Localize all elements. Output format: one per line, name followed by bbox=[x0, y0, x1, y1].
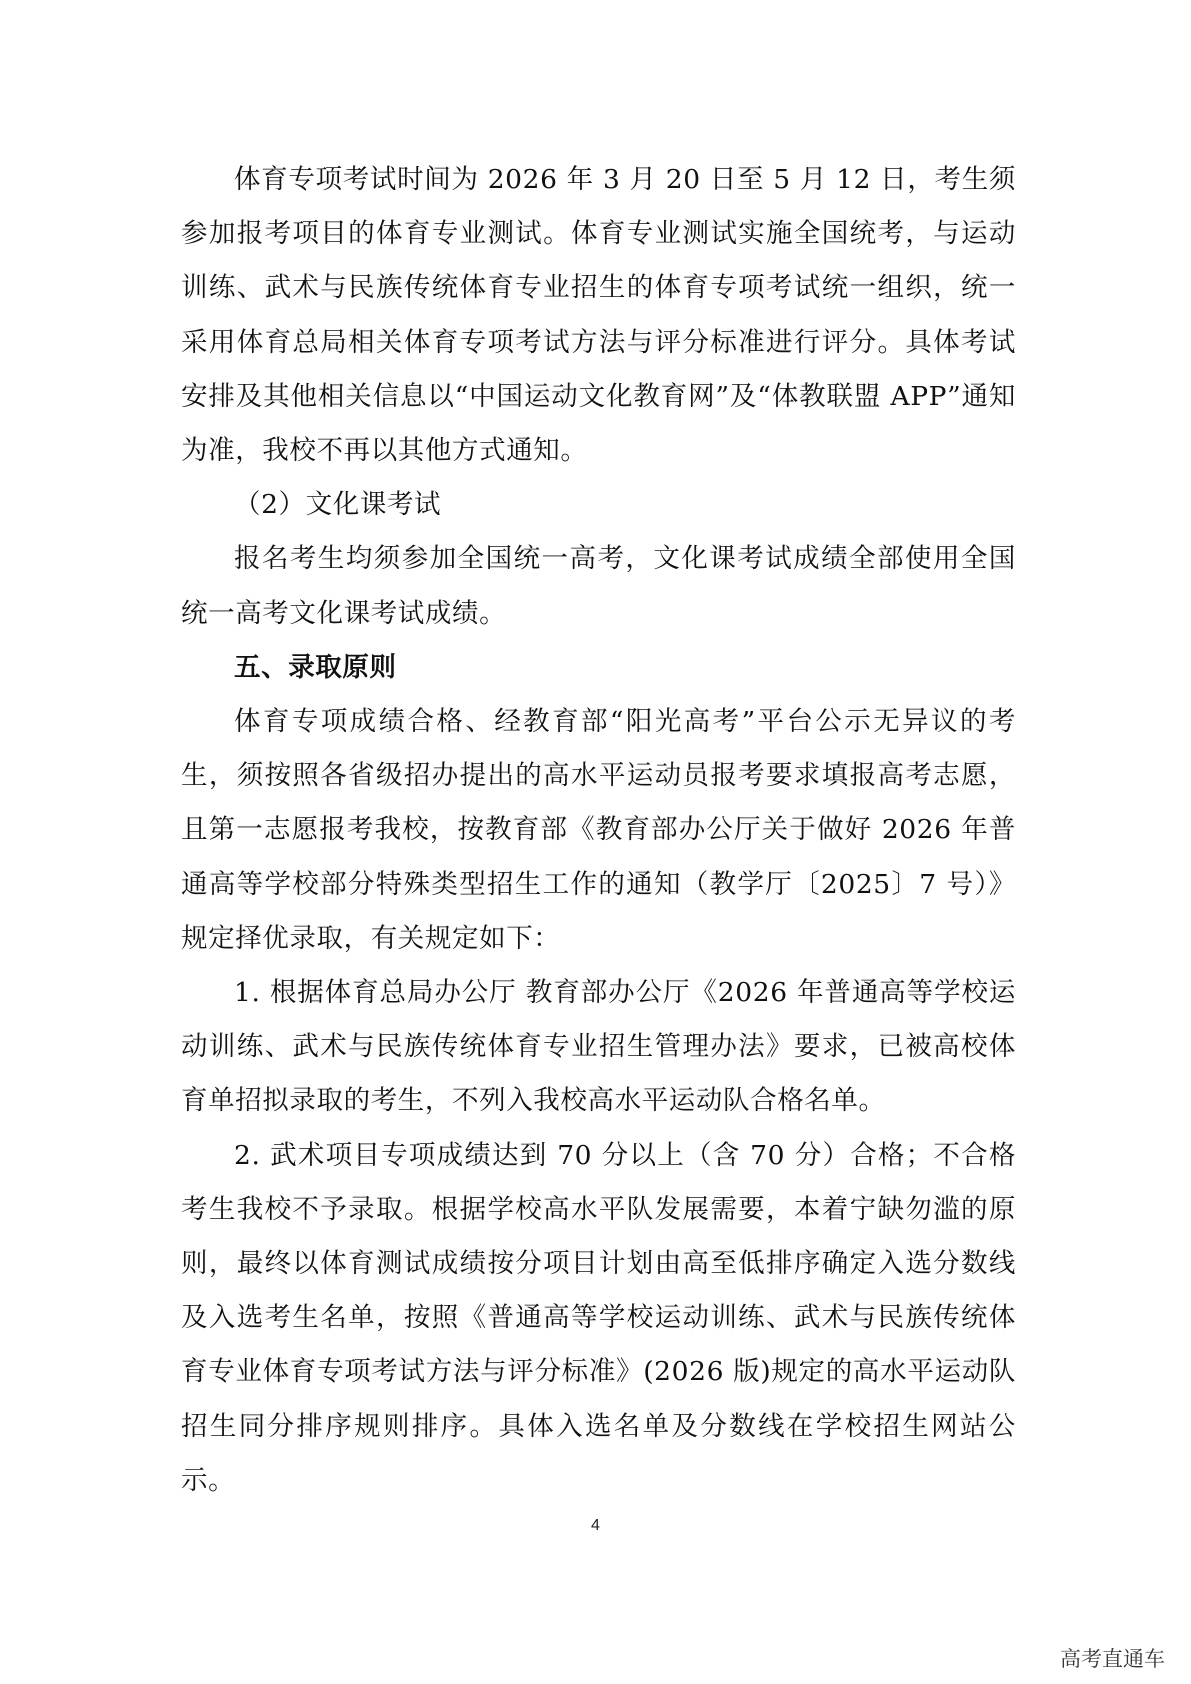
paragraph-rule-1: 1. 根据体育总局办公厅 教育部办公厅《2026 年普通高等学校运动训练、武术与民族传统体育专业招生管理办法》要求，已被高校体育单招拟录取的考生，不列入我校高水平运动队合格名单。 bbox=[181, 977, 1016, 1117]
paragraph-cultural-exam: 报名考生均须参加全国统一高考，文化课考试成绩全部使用全国统一高考文化课考试成绩。 bbox=[181, 543, 1016, 629]
watermark-text: 高考直通车 bbox=[1060, 1647, 1165, 1671]
document-body bbox=[181, 153, 1016, 1508]
page-number: 4 bbox=[591, 1517, 600, 1534]
paragraph-admission-intro: 体育专项成绩合格、经教育部“阳光高考”平台公示无异议的考生，须按照各省级招办提出的高水平运动员报考要求填报高考志愿，且第一志愿报考我校，按教育部《教育部办公厅关于做好 2026 年普通高等学校部分特殊类型招生工作的通知（教学厅〔2025〕7 号）》规定择优录取，有关规定如下： bbox=[181, 706, 1016, 954]
paragraph-rule-2: 2. 武术项目专项成绩达到 70 分以上（含 70 分）合格；不合格考生我校不予录取。根据学校高水平队发展需要，本着宁缺勿滥的原则，最终以体育测试成绩按分项目计划由高至低排序确定入选分数线及入选考生名单，按照《普通高等学校运动训练、武术与民族传统体育专业体育专项考试方法与评分标准》(2026 版)规定的高水平运动队招生同分排序规则排序。具体入选名单及分数线在学校招生网站公示。 bbox=[181, 1139, 1016, 1496]
paragraph-sports-exam-schedule: 体育专项考试时间为 2026 年 3 月 20 日至 5 月 12 日，考生须参加报考项目的体育专业测试。体育专业测试实施全国统考，与运动训练、武术与民族传统体育专业招生的体育专项考试统一组织，统一采用体育总局相关体育专项考试方法与评分标准进行评分。具体考试安排及其他相关信息以“中国运动文化教育网”及“体教联盟 APP”通知为准，我校不再以其他方式通知。 bbox=[181, 164, 1016, 467]
paragraph-cultural-exam-subheading: （2）文化课考试 bbox=[234, 489, 442, 521]
section-heading-admission-principles: 五、录取原则 bbox=[234, 651, 397, 683]
